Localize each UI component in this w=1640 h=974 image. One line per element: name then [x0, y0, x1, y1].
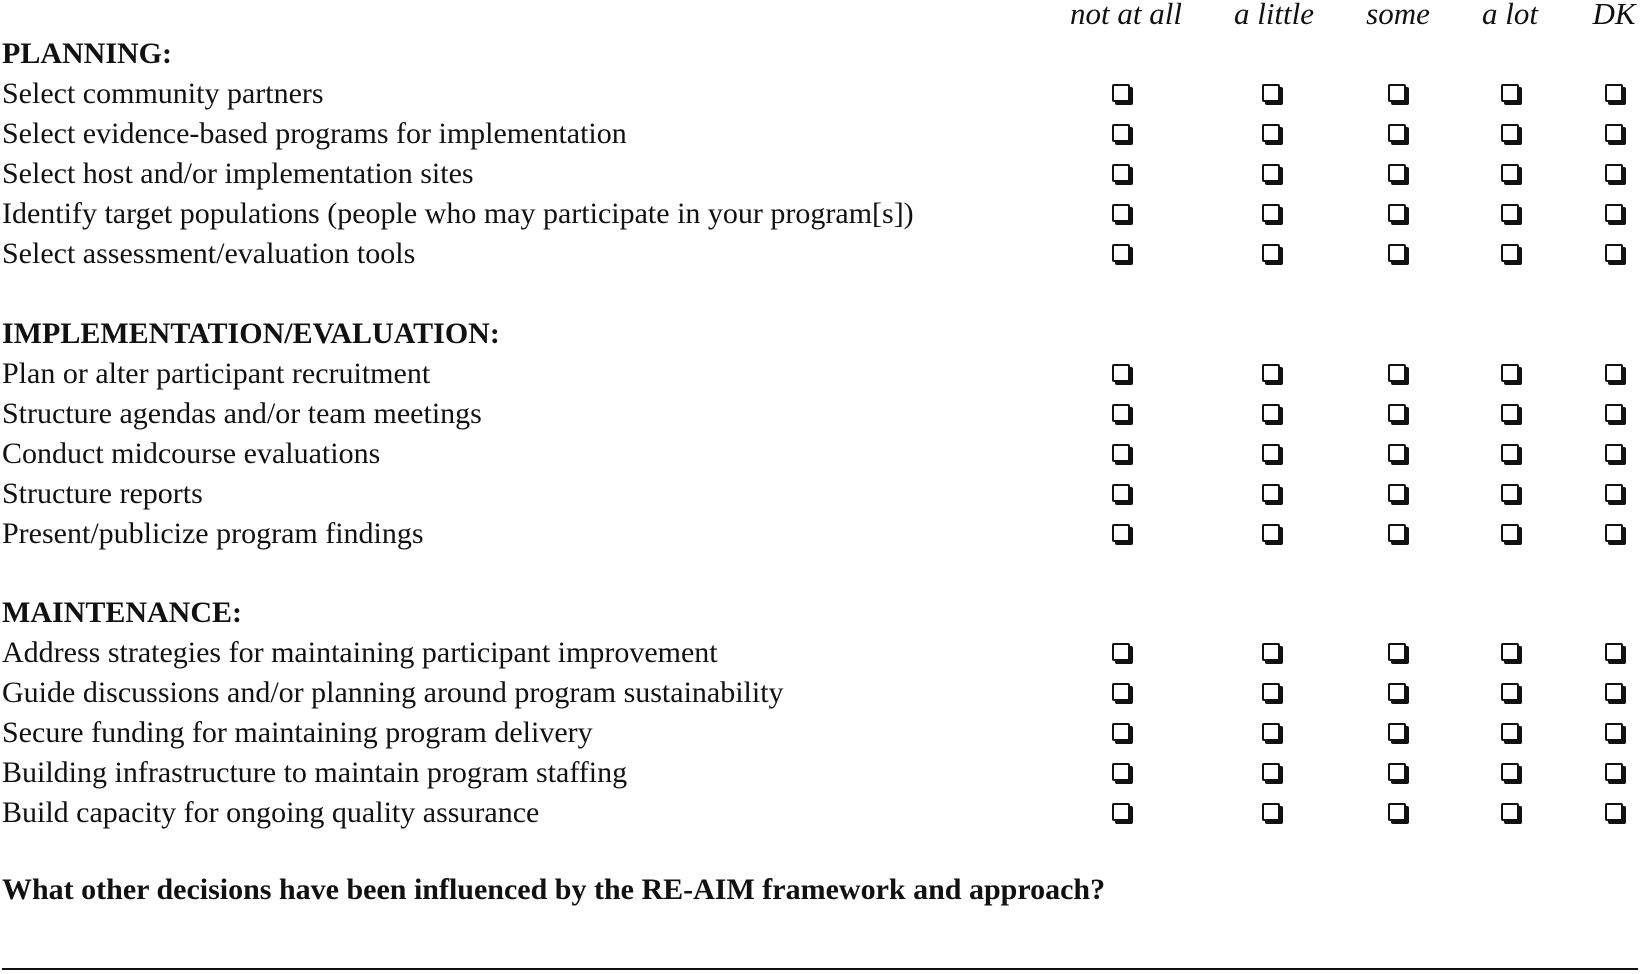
checkbox-not-at-all[interactable] — [1112, 404, 1130, 422]
survey-row — [0, 793, 1640, 833]
checkbox-not-at-all[interactable] — [1112, 683, 1130, 701]
survey-item-label: Guide discussions and/or planning around program sustainability — [2, 676, 784, 709]
survey-row — [0, 673, 1640, 713]
survey-row — [0, 154, 1640, 194]
checkbox-dk[interactable] — [1605, 364, 1623, 382]
survey-item-label: Present/publicize program findings — [2, 517, 424, 550]
survey-item-label: Select evidence-based programs for implementation — [2, 117, 627, 150]
checkbox-dk[interactable] — [1605, 164, 1623, 182]
checkbox-a-little[interactable] — [1262, 204, 1280, 222]
checkbox-dk[interactable] — [1605, 484, 1623, 502]
section-title-maintenance: MAINTENANCE: — [2, 596, 242, 629]
checkbox-a-lot[interactable] — [1501, 763, 1519, 781]
checkbox-a-lot[interactable] — [1501, 404, 1519, 422]
checkbox-a-lot[interactable] — [1501, 204, 1519, 222]
survey-row — [0, 633, 1640, 673]
checkbox-dk[interactable] — [1605, 204, 1623, 222]
survey-item-label: Structure agendas and/or team meetings — [2, 397, 482, 430]
checkbox-some[interactable] — [1388, 444, 1406, 462]
checkbox-a-lot[interactable] — [1501, 803, 1519, 821]
survey-row — [0, 74, 1640, 114]
column-header-dk: DK — [1592, 0, 1636, 31]
section-title-planning: PLANNING: — [2, 37, 172, 70]
checkbox-not-at-all[interactable] — [1112, 484, 1130, 502]
checkbox-a-lot[interactable] — [1501, 444, 1519, 462]
checkbox-not-at-all[interactable] — [1112, 643, 1130, 661]
checkbox-not-at-all[interactable] — [1112, 84, 1130, 102]
checkbox-not-at-all[interactable] — [1112, 524, 1130, 542]
checkbox-dk[interactable] — [1605, 244, 1623, 262]
checkbox-some[interactable] — [1388, 244, 1406, 262]
checkbox-a-lot[interactable] — [1501, 723, 1519, 741]
checkbox-dk[interactable] — [1605, 803, 1623, 821]
survey-row — [0, 394, 1640, 434]
checkbox-a-little[interactable] — [1262, 524, 1280, 542]
survey-item-label: Address strategies for maintaining participant improvement — [2, 636, 718, 669]
checkbox-not-at-all[interactable] — [1112, 164, 1130, 182]
survey-row — [0, 753, 1640, 793]
survey-item-label: Build capacity for ongoing quality assurance — [2, 796, 540, 829]
survey-item-label: Structure reports — [2, 477, 203, 510]
survey-row — [0, 713, 1640, 753]
checkbox-not-at-all[interactable] — [1112, 723, 1130, 741]
checkbox-a-little[interactable] — [1262, 164, 1280, 182]
checkbox-a-lot[interactable] — [1501, 643, 1519, 661]
checkbox-a-lot[interactable] — [1501, 164, 1519, 182]
survey-row — [0, 474, 1640, 514]
column-header-a-little: a little — [1233, 0, 1315, 31]
checkbox-not-at-all[interactable] — [1112, 124, 1130, 142]
checkbox-dk[interactable] — [1605, 723, 1623, 741]
checkbox-a-little[interactable] — [1262, 124, 1280, 142]
checkbox-a-little[interactable] — [1262, 364, 1280, 382]
column-header-some: some — [1366, 0, 1430, 31]
checkbox-a-little[interactable] — [1262, 484, 1280, 502]
checkbox-some[interactable] — [1388, 763, 1406, 781]
checkbox-dk[interactable] — [1605, 84, 1623, 102]
survey-row — [0, 234, 1640, 274]
survey-item-label: Identify target populations (people who may participate in your program[s]) — [2, 197, 914, 230]
checkbox-dk[interactable] — [1605, 643, 1623, 661]
checkbox-a-lot[interactable] — [1501, 124, 1519, 142]
checkbox-some[interactable] — [1388, 364, 1406, 382]
checkbox-a-little[interactable] — [1262, 84, 1280, 102]
checkbox-a-little[interactable] — [1262, 803, 1280, 821]
checkbox-some[interactable] — [1388, 484, 1406, 502]
checkbox-not-at-all[interactable] — [1112, 244, 1130, 262]
survey-row — [0, 514, 1640, 554]
survey-row — [0, 194, 1640, 234]
checkbox-not-at-all[interactable] — [1112, 364, 1130, 382]
checkbox-a-little[interactable] — [1262, 683, 1280, 701]
checkbox-dk[interactable] — [1605, 404, 1623, 422]
checkbox-some[interactable] — [1388, 164, 1406, 182]
checkbox-a-lot[interactable] — [1501, 364, 1519, 382]
checkbox-some[interactable] — [1388, 643, 1406, 661]
column-header-a-lot: a lot — [1482, 0, 1538, 31]
survey-item-label: Building infrastructure to maintain program staffing — [2, 756, 628, 789]
checkbox-dk[interactable] — [1605, 524, 1623, 542]
checkbox-some[interactable] — [1388, 803, 1406, 821]
checkbox-some[interactable] — [1388, 723, 1406, 741]
checkbox-a-lot[interactable] — [1501, 484, 1519, 502]
answer-line[interactable] — [2, 968, 1638, 970]
checkbox-some[interactable] — [1388, 404, 1406, 422]
checkbox-a-little[interactable] — [1262, 244, 1280, 262]
column-header-not-at-all: not at all — [1070, 0, 1182, 31]
checkbox-a-little[interactable] — [1262, 763, 1280, 781]
checkbox-a-little[interactable] — [1262, 444, 1280, 462]
checkbox-dk[interactable] — [1605, 683, 1623, 701]
checkbox-a-lot[interactable] — [1501, 683, 1519, 701]
checkbox-a-lot[interactable] — [1501, 84, 1519, 102]
survey-item-label: Select community partners — [2, 77, 324, 110]
survey-row — [0, 434, 1640, 474]
checkbox-some[interactable] — [1388, 124, 1406, 142]
checkbox-some[interactable] — [1388, 524, 1406, 542]
section-title-implementation-evaluation: IMPLEMENTATION/EVALUATION: — [2, 317, 500, 350]
survey-item-label: Plan or alter participant recruitment — [2, 357, 431, 390]
survey-item-label: Select assessment/evaluation tools — [2, 237, 416, 270]
checkbox-not-at-all[interactable] — [1112, 204, 1130, 222]
survey-row — [0, 114, 1640, 154]
survey-item-label: Select host and/or implementation sites — [2, 157, 474, 190]
survey-item-label: Secure funding for maintaining program delivery — [2, 716, 593, 749]
checkbox-a-little[interactable] — [1262, 404, 1280, 422]
checkbox-a-little[interactable] — [1262, 643, 1280, 661]
checkbox-some[interactable] — [1388, 84, 1406, 102]
checkbox-not-at-all[interactable] — [1112, 763, 1130, 781]
checkbox-dk[interactable] — [1605, 763, 1623, 781]
checkbox-dk[interactable] — [1605, 444, 1623, 462]
checkbox-dk[interactable] — [1605, 124, 1623, 142]
checkbox-a-lot[interactable] — [1501, 244, 1519, 262]
checkbox-some[interactable] — [1388, 204, 1406, 222]
checkbox-some[interactable] — [1388, 683, 1406, 701]
checkbox-not-at-all[interactable] — [1112, 444, 1130, 462]
open-question: What other decisions have been influenced by the RE-AIM framework and approach? — [2, 873, 1106, 906]
checkbox-a-little[interactable] — [1262, 723, 1280, 741]
survey-row — [0, 354, 1640, 394]
survey-item-label: Conduct midcourse evaluations — [2, 437, 381, 470]
checkbox-a-lot[interactable] — [1501, 524, 1519, 542]
checkbox-not-at-all[interactable] — [1112, 803, 1130, 821]
